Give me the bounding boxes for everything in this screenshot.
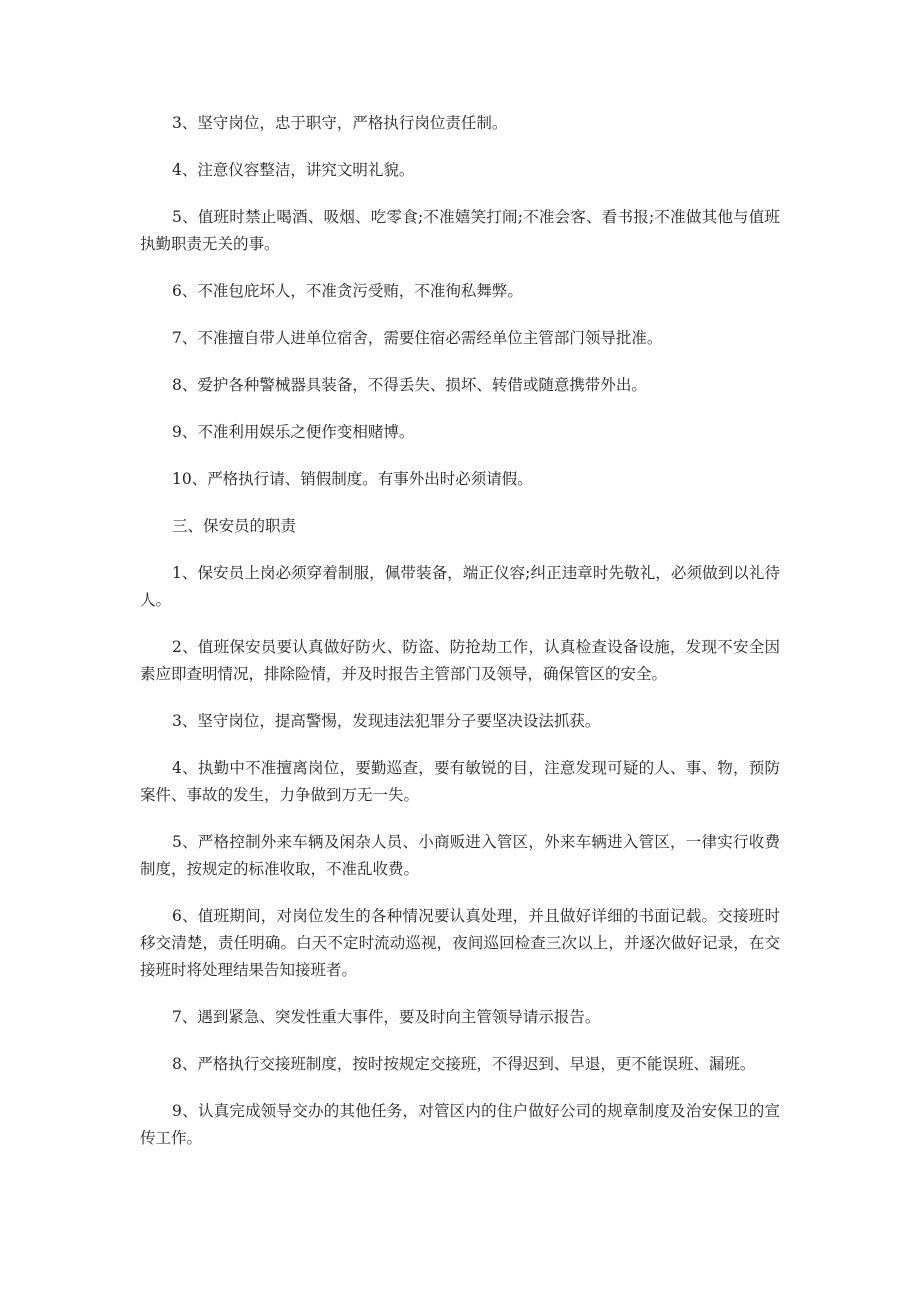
- rule-item-8: 8、爱护各种警械器具装备，不得丢失、损坏、转借或随意携带外出。: [172, 376, 647, 394]
- duty-item-6: 6、值班期间，对岗位发生的各种情况要认真处理，并且做好详细的书面记载。交接班时移交清楚，责任明确。白天不定时流动巡视，夜间巡回检查三次以上，并逐次做好记录，在交接班时将处理结果告知接班者。: [140, 907, 780, 979]
- rule-item-10: 10、严格执行请、销假制度。有事外出时必须请假。: [172, 470, 533, 488]
- rule-item-4: 4、注意仪容整洁，讲究文明礼貌。: [172, 161, 415, 179]
- section-heading-duties: 三、保安员的职责: [172, 517, 297, 535]
- rule-item-6: 6、不准包庇坏人，不准贪污受贿，不准徇私舞弊。: [172, 282, 523, 300]
- rule-item-7: 7、不准擅自带人进单位宿舍，需要住宿必需经单位主管部门领导批准。: [172, 329, 663, 347]
- duty-item-2: 2、值班保安员要认真做好防火、防盗、防抢劫工作，认真检查设备设施，发现不安全因素应即查明情况，排除险情，并及时报告主管部门及领导，确保管区的安全。: [140, 638, 780, 683]
- document-body: [140, 110, 780, 1172]
- duty-item-5: 5、严格控制外来车辆及闲杂人员、小商贩进入管区，外来车辆进入管区，一律实行收费制度，按规定的标准收取，不准乱收费。: [140, 833, 780, 878]
- rule-item-5: 5、值班时禁止喝酒、吸烟、吃零食;不准嬉笑打闹;不准会客、看书报;不准做其他与值班执勤职责无关的事。: [140, 208, 780, 253]
- duty-item-3: 3、坚守岗位，提高警惕，发现违法犯罪分子要坚决设法抓获。: [172, 712, 601, 730]
- duty-item-8: 8、严格执行交接班制度，按时按规定交接班，不得迟到、早退，更不能误班、漏班。: [172, 1055, 756, 1073]
- rule-item-3: 3、坚守岗位，忠于职守，严格执行岗位责任制。: [172, 114, 508, 132]
- duty-item-9: 9、认真完成领导交办的其他任务，对管区内的住户做好公司的规章制度及治安保卫的宣传工作。: [140, 1102, 780, 1147]
- duty-item-7: 7、遇到紧急、突发性重大事件，要及时向主管领导请示报告。: [172, 1008, 601, 1026]
- rule-item-9: 9、不准利用娱乐之便作变相赌博。: [172, 423, 415, 441]
- duty-item-4: 4、执勤中不准擅离岗位，要勤巡查，要有敏锐的目，注意发现可疑的人、事、物，预防案件、事故的发生，力争做到万无一失。: [140, 759, 780, 804]
- duty-item-1: 1、保安员上岗必须穿着制服，佩带装备，端正仪容;纠正违章时先敬礼，必须做到以礼待人。: [140, 564, 780, 609]
